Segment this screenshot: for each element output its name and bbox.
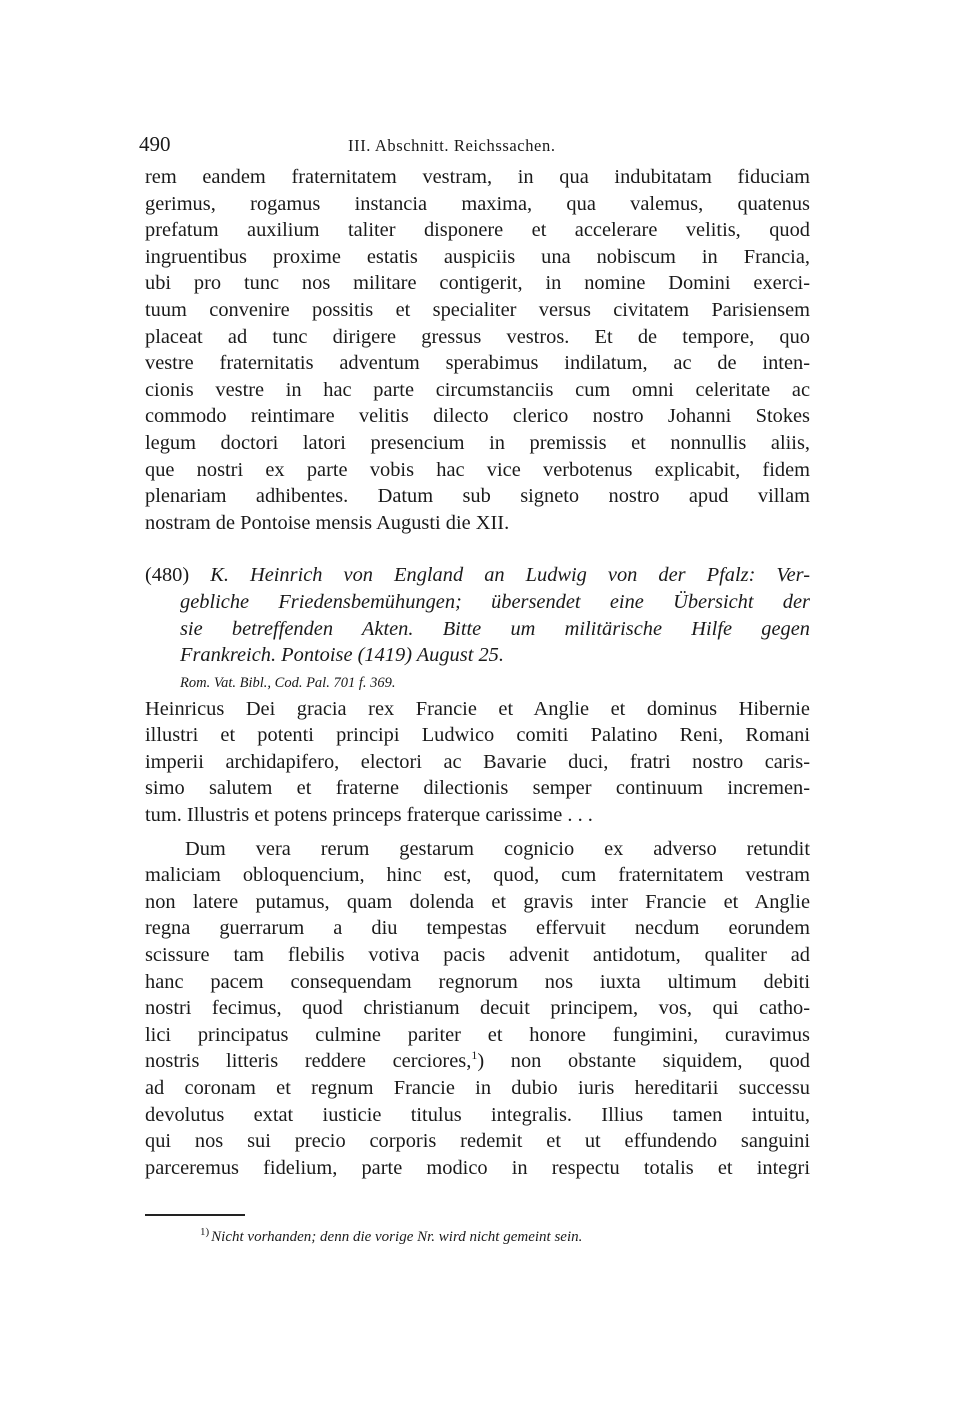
text-line: ad coronam et regnum Francie in dubio iuris hereditarii successu (145, 1077, 810, 1099)
heading-text: Frankreich. Pontoise (1419) August 25. (180, 644, 504, 667)
letter-opening (145, 696, 810, 829)
text-line: commodo reintimare velitis dilecto clerico nostro Johanni Stokes (145, 405, 810, 428)
text-fragment: nostris litteris reddere cerciores, (145, 1050, 472, 1073)
text-line: placeat ad tunc dirigere gressus vestros. Et de tempore, quo (145, 325, 810, 348)
text-line: tum. Illustris et potens princeps fraterque carissime . . . (145, 804, 593, 827)
document-number: (480) (145, 564, 190, 587)
source-citation: Rom. Vat. Bibl., Cod. Pal. 701 f. 369. (180, 674, 396, 691)
text-line: scissure tam flebilis votiva pacis advenit antidotum, qualiter ad (145, 944, 810, 967)
text-line: qui nos sui precio corporis redemit et ut effundendo sanguini (145, 1130, 810, 1153)
running-head: III. Abschnitt. Reichssachen. (348, 136, 556, 155)
text-fragment: ) non obstante siquidem, quod (477, 1050, 810, 1073)
text-line: plenariam adhibentes. Datum sub signeto nostro apud villam (145, 485, 810, 508)
heading-text: gebliche Friedensbemühungen; übersendet eine Übersicht der (180, 590, 810, 613)
text-line: legum doctori latori presencium in premissis et nonnullis aliis, (145, 431, 810, 454)
page-number: 490 (139, 132, 171, 156)
footnote-rule (145, 1214, 245, 1216)
text-line: ubi pro tunc nos militare contigerit, in nomine Domini exerci- (145, 272, 810, 295)
text-line: vestre fraternitatis adventum sperabimus indilatum, ac de inten- (145, 352, 810, 375)
text-line: rem eandem fraternitatem vestram, in qua indubitatam fiduciam (145, 166, 810, 188)
text-line: Dum vera rerum gestarum cognicio ex adverso retundit (185, 837, 810, 860)
letter-body (145, 836, 810, 1182)
text-line: prefatum auxilium taliter disponere et accelerare velitis, quod (145, 219, 810, 242)
text-line: que nostri ex parte vobis hac vice verbotenus explicabit, fidem (145, 458, 810, 481)
text-line: devolutus extat iusticie titulus integralis. Illius tamen intuitu, (145, 1103, 810, 1126)
footnote-text: Nicht vorhanden; denn die vorige Nr. wird nicht gemeint sein. (211, 1229, 583, 1245)
heading-line (180, 589, 810, 616)
heading-line (180, 642, 810, 669)
running-header (139, 128, 810, 164)
text-line: simo salutem et fraterne dilectionis semper continuum incremen- (145, 777, 810, 800)
text-line: hanc pacem consequendam regnorum nos iuxta ultimum debiti (145, 970, 810, 993)
document-heading (145, 562, 810, 668)
text-line: nostram de Pontoise mensis Augusti die XII. (145, 511, 510, 534)
heading-text: sie betreffenden Akten. Bitte um militärische Hilfe gegen (180, 617, 810, 640)
footnote (200, 1226, 582, 1246)
text-line: nostri fecimus, quod christianum decuit principem, vos, qui catho- (145, 997, 810, 1020)
text-line: tuum convenire possitis et specialiter versus civitatem Parisiensem (145, 298, 810, 321)
text-line: cionis vestre in hac parte circumstanciis cum omni celeritate ac (145, 378, 810, 401)
text-line: illustri et potenti principi Ludwico comiti Palatino Reni, Romani (145, 724, 810, 747)
text-line: lici principatus culmine pariter et honore fungimini, curavimus (145, 1023, 810, 1046)
heading-line (145, 562, 810, 589)
text-line: non latere putamus, quam dolenda et gravis inter Francie et Anglie (145, 890, 810, 913)
heading-line (180, 616, 810, 643)
text-line: regna guerrarum a diu tempestas effervuit necdum eorundem (145, 917, 810, 940)
text-line: Heinricus Dei gracia rex Francie et Anglie et dominus Hibernie (145, 697, 810, 720)
text-line: gerimus, rogamus instancia maxima, qua valemus, quatenus (145, 192, 810, 215)
text-line: ingruentibus proxime estatis auspiciis una nobiscum in Francia, (145, 245, 810, 268)
page-content (139, 128, 810, 1181)
continuation-paragraph (145, 164, 810, 536)
text-line: parceremus fidelium, parte modico in respectu totalis et integri (145, 1156, 810, 1179)
text-line: imperii archidapifero, electori ac Bavarie duci, fratri nostro caris- (145, 750, 810, 773)
footnote-reference: 1 (471, 1048, 478, 1063)
footnote-marker: 1) (200, 1226, 210, 1238)
text-line: maliciam obloquencium, hinc est, quod, cum fraternitatem vestram (145, 864, 810, 887)
text-line (145, 1048, 810, 1075)
heading-text: K. Heinrich von England an Ludwig von der Pfalz: Ver- (210, 564, 810, 587)
